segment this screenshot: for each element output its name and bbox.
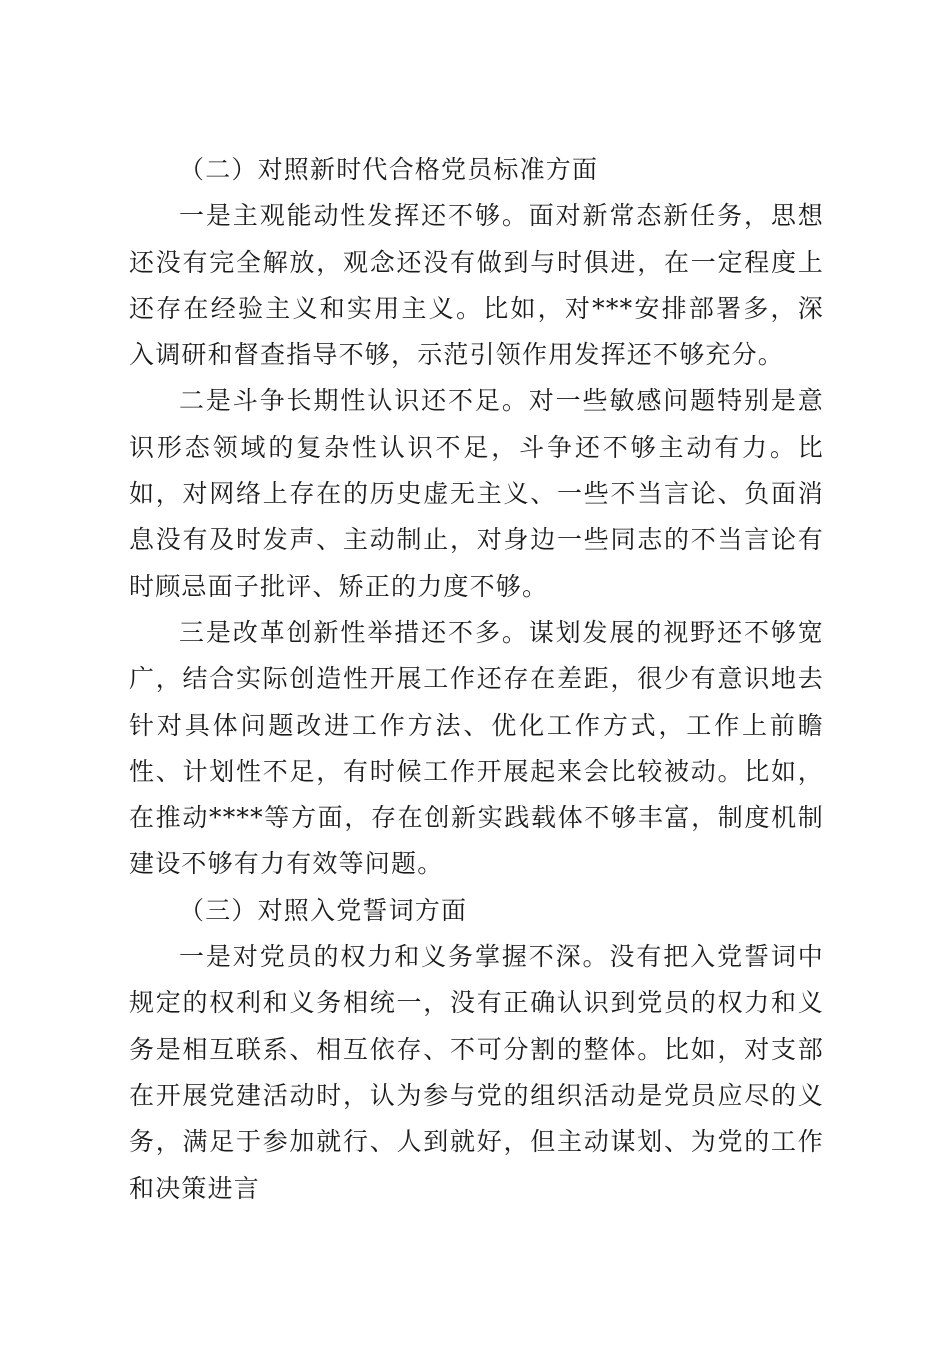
document-body: [129, 147, 824, 1212]
paragraph: 二是斗争长期性认识还不足。对一些敏感问题特别是意识形态领域的复杂性认识不足，斗争还不够主动有力。比如，对网络上存在的历史虚无主义、一些不当言论、负面消息没有及时发声、主动制止，对身边一些同志的不当言论有时顾忌面子批评、矫正的力度不够。: [129, 386, 824, 601]
section-heading: （三）对照入党誓词方面: [179, 895, 468, 925]
paragraph: 一是主观能动性发挥还不够。面对新常态新任务，思想还没有完全解放，观念还没有做到与时俱进，在一定程度上还存在经验主义和实用主义。比如，对***安排部署多，深入调研和督查指导不够，示范引领作用发挥还不够充分。: [129, 201, 824, 370]
paragraph: 一是对党员的权力和义务掌握不深。没有把入党誓词中规定的权利和义务相统一，没有正确认识到党员的权力和义务是相互联系、相互依存、不可分割的整体。比如，对支部在开展党建活动时，认为参与党的组织活动是党员应尽的义务，满足于参加就行、人到就好，但主动谋划、为党的工作和决策进言: [129, 942, 824, 1203]
section-heading: （二）对照新时代合格党员标准方面: [179, 155, 599, 184]
paragraph: 三是改革创新性举措还不多。谋划发展的视野还不够宽广，结合实际创造性开展工作还存在差距，很少有意识地去针对具体问题改进工作方法、优化工作方式，工作上前瞻性、计划性不足，有时候工作开展起来会比较被动。比如，在推动****等方面，存在创新实践载体不够丰富，制度机制建设不够有力有效等问题。: [129, 617, 824, 879]
